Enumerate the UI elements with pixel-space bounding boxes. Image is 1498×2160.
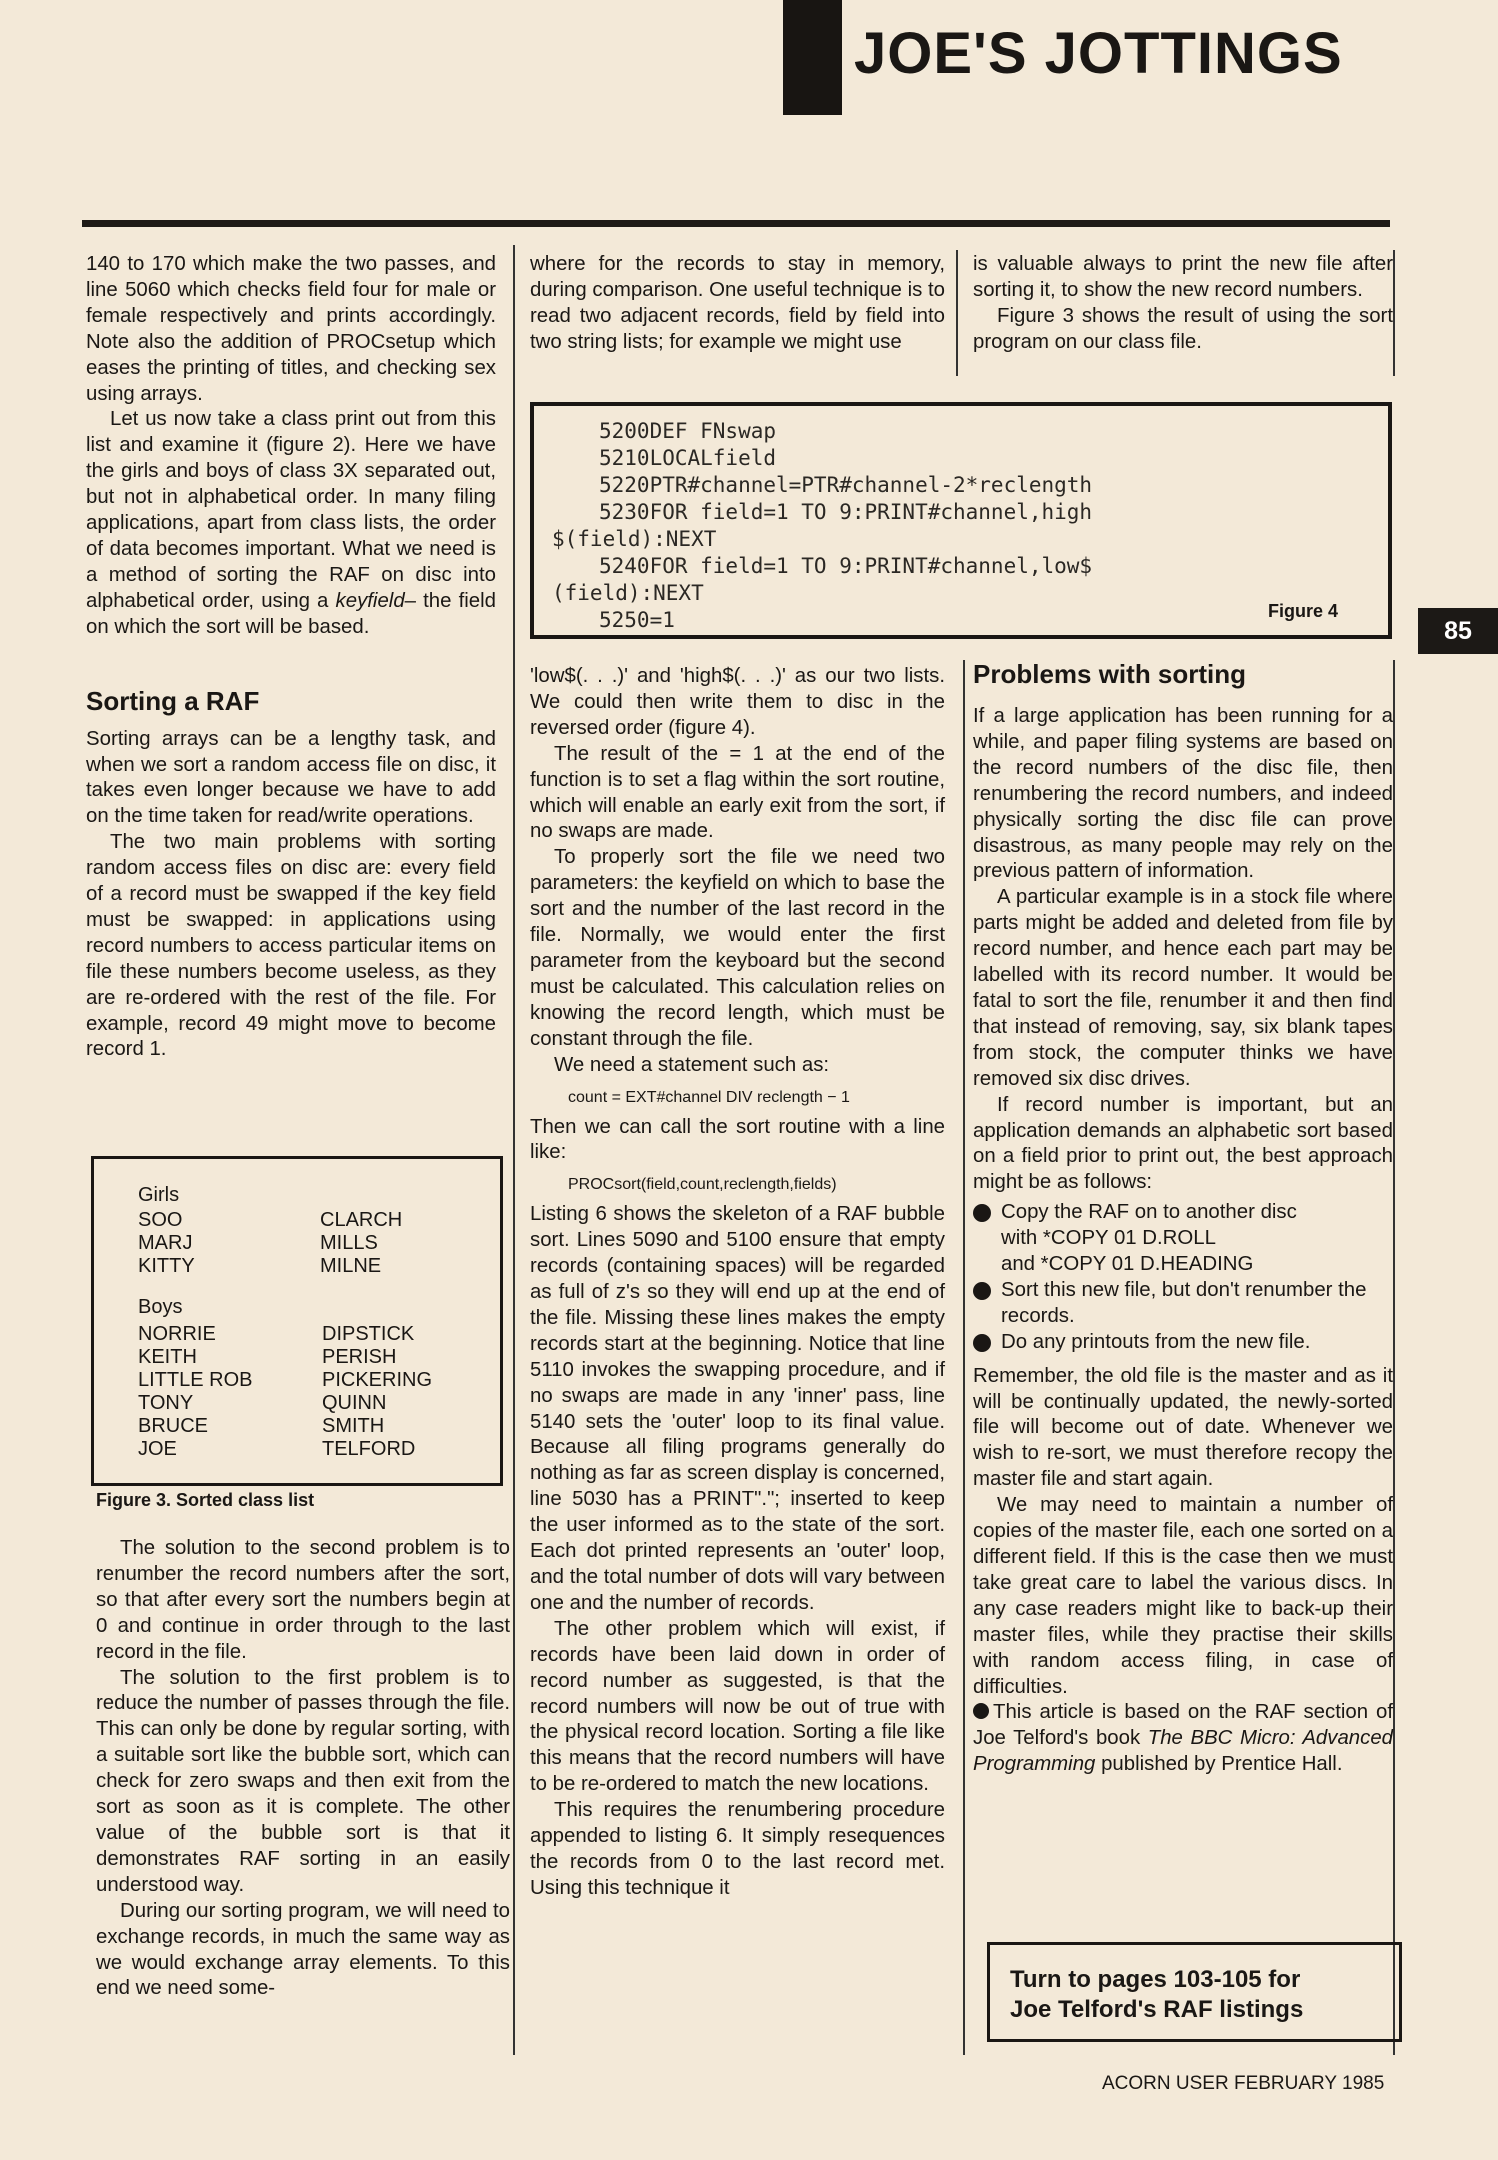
body-paragraph: We need a statement such as: xyxy=(554,1053,830,1076)
figure-4-caption: Figure 4 xyxy=(1268,601,1339,621)
girls-label: Girls xyxy=(138,1184,180,1206)
equation: PROCsort(field,count,reclength,fields) xyxy=(568,1176,837,1194)
body-paragraph: The other problem which will exist, if records have been laid down in order of record number as suggested, is that the record numbers will now be out of true with the physical record location. Sorting a file like this means that the record numbers will have to be re-ordered to match the new locations. xyxy=(530,1617,945,1796)
column-2-lower xyxy=(530,664,945,1902)
body-paragraph: If record number is important, but an application demands an alphabetic sort based on a field prior to print out, the best approach might be as follows: xyxy=(973,1093,1393,1194)
body-paragraph: 140 to 170 which make the two passes, and line 5060 which checks field four for male or female respectively and prints accordingly. Note also the addition of PROCsetup which eases the printing of titles, and checking sex using arrays. xyxy=(86,253,496,405)
bullet-icon xyxy=(973,1282,991,1300)
column-3-top xyxy=(973,252,1393,356)
name-last: CLARCH xyxy=(320,1209,403,1231)
body-paragraph: Figure 3 shows the result of using the sort program on our class file. xyxy=(973,304,1393,353)
bullet-item: Do any printouts from the new file. xyxy=(973,1330,1393,1356)
name-first: MARJ xyxy=(138,1232,193,1254)
body-paragraph: The result of the = 1 at the end of the function is to set a flag within the sort routine, which will enable an early exit from the sort, if no swaps are made. xyxy=(530,742,945,843)
column-rule xyxy=(963,660,965,2055)
bullet-icon xyxy=(973,1204,991,1222)
bullet-icon xyxy=(973,1703,989,1719)
body-paragraph: 'low$(. . .)' and 'high$(. . .)' as our two lists. We could then write them to disc in the reversed order (figure 4). xyxy=(530,665,945,739)
callout-line: Joe Telford's RAF listings xyxy=(1010,1996,1304,2023)
bullet-icon xyxy=(973,1334,991,1352)
name-last: PICKERING xyxy=(322,1369,433,1391)
body-paragraph: This requires the renumbering procedure appended to listing 6. It simply resequences the records from 0 to the last record met. Using this technique it xyxy=(530,1799,945,1899)
header-black-block xyxy=(783,0,842,115)
body-paragraph: Then we can call the sort routine with a line like: xyxy=(530,1115,945,1164)
figure-3-caption: Figure 3. Sorted class list xyxy=(96,1490,315,1510)
code-line: 5230FOR field=1 TO 9:PRINT#channel,high xyxy=(599,500,1093,524)
credit-paragraph: This article is based on the RAF section of Joe Telford's book The BBC Micro: Advanced Programming published by Prentice Hall. xyxy=(973,1701,1394,1776)
body-paragraph: The solution to the second problem is to renumber the record numbers after the sort, so that after every sort the numbers begin at 0 and continue in order through to the last record in the file. xyxy=(96,1537,510,1663)
code-line: 5250=1 xyxy=(599,608,675,632)
page-title: JOE'S JOTTINGS xyxy=(854,21,1343,86)
name-first: KEITH xyxy=(138,1346,197,1368)
name-last: TELFORD xyxy=(322,1438,416,1460)
name-last: PERISH xyxy=(322,1346,397,1368)
page-number-tab: 85 xyxy=(1418,608,1498,654)
code-line: 5200DEF FNswap xyxy=(599,419,777,443)
name-first: KITTY xyxy=(138,1255,195,1277)
column-rule xyxy=(513,245,515,2055)
body-paragraph: Let us now take a class print out from this list and examine it (figure 2). Here we have the girls and boys of class 3X separated out, but not in alphabetical order. In many filing applications, apart from class lists, the order of data becomes important. What we need is a method of sorting the RAF on disc into alphabetical order, using a keyfield– the field on which the sort will be based. xyxy=(86,408,496,638)
body-paragraph: A particular example is in a stock file where parts might be added and deleted from file by record number, and hence each part may be labelled with its record number. It would be fatal to sort the file, renumber it and then find that instead of removing, say, six blank tapes from stock, the computer thinks we have removed six disc drives. xyxy=(973,886,1393,1090)
name-last: DIPSTICK xyxy=(322,1323,415,1345)
listings-callout xyxy=(987,1942,1402,2042)
code-line: (field):NEXT xyxy=(552,581,704,605)
code-line: $(field):NEXT xyxy=(552,527,717,551)
body-paragraph: Listing 6 shows the skeleton of a RAF bubble sort. Lines 5090 and 5100 ensure that empty records (containing spaces) will be regarded as full of z's so they will end up at the end of the file. Missing these lines makes the empty records start at the beginning. Notice that line 5110 invokes the swapping procedure, and if no swaps are made in any 'inner' pass, line 5140 sets the 'outer' loop to its final value. Because all filing programs generally do nothing as far as screen display is concerned, line 5030 has a PRINT"."; inserted to keep the user informed as to the state of the sort. Each dot printed represents an 'outer' loop, and the total number of dots will vary between one and the number of records. xyxy=(530,1203,945,1614)
header-rule xyxy=(82,220,1390,227)
name-first: TONY xyxy=(138,1392,194,1414)
name-first: BRUCE xyxy=(138,1415,209,1437)
column-rule xyxy=(1393,250,1395,376)
body-paragraph: where for the records to stay in memory, during comparison. One useful technique is to read two adjacent records, field by field into two string lists; for example we might use xyxy=(530,253,945,353)
code-line: 5240FOR field=1 TO 9:PRINT#channel,low$ xyxy=(599,554,1093,578)
section-heading: Problems with sorting xyxy=(973,659,1247,689)
section-heading: Sorting a RAF xyxy=(86,685,260,716)
name-last: MILNE xyxy=(320,1255,382,1277)
figure-3-box xyxy=(91,1156,503,1486)
body-paragraph: During our sorting program, we will need to exchange records, in much the same way as we would exchange array elements. To this end we need some- xyxy=(96,1899,510,2000)
name-last: SMITH xyxy=(322,1415,385,1437)
column-rule xyxy=(956,250,958,376)
body-paragraph: To properly sort the file we need two parameters: the keyfield on which to base the sort and the number of the last record in the file. Normally, we would enter the first parameter from the keyboard but the second must be calculated. This calculation relies on knowing the record length, which must be constant through the file. xyxy=(530,846,945,1050)
name-first: SOO xyxy=(138,1209,183,1231)
name-first: JOE xyxy=(138,1438,177,1460)
column-1-lower xyxy=(96,1536,510,2002)
code-line: 5220PTR#channel=PTR#channel-2*reclength xyxy=(599,473,1093,497)
callout-line: Turn to pages 103-105 for xyxy=(1010,1966,1301,1993)
name-last: MILLS xyxy=(320,1232,378,1254)
name-last: QUINN xyxy=(322,1392,387,1414)
column-3-lower xyxy=(973,658,1393,1778)
code-line: 5210LOCALfield xyxy=(599,446,777,470)
name-first: LITTLE ROB xyxy=(138,1369,253,1391)
body-paragraph: Sorting arrays can be a lengthy task, and when we sort a random access file on disc, it takes even longer because we have to add on the time taken for read/write operations. xyxy=(86,727,496,828)
equation: count = EXT#channel DIV reclength − 1 xyxy=(568,1088,850,1106)
bullet-item: Sort this new file, but don't renumber the records. xyxy=(973,1278,1393,1330)
body-paragraph: Remember, the old file is the master and as it will be continually updated, the newly-sorted file will become out of date. Whenever we wish to re-sort, we must therefore recopy the master file and start again. xyxy=(973,1364,1393,1491)
figure-4-code-box xyxy=(530,402,1392,639)
bullet-item: Copy the RAF on to another disc with *COPY 01 D.ROLL and *COPY 01 D.HEADING xyxy=(973,1200,1393,1278)
page-footer: ACORN USER FEBRUARY 1985 xyxy=(1102,2073,1385,2094)
column-rule xyxy=(1393,660,1395,2055)
body-paragraph: We may need to maintain a number of copies of the master file, each one sorted on a different field. If this is the case then we must take great care to label the various discs. In any case readers might like to back-up their master files, while they practise their skills with random access filing, in case of difficulties. xyxy=(973,1494,1393,1698)
body-paragraph: is valuable always to print the new file after sorting it, to show the new record numbers. xyxy=(973,253,1393,301)
name-first: NORRIE xyxy=(138,1323,216,1345)
column-2-top xyxy=(530,252,945,356)
body-paragraph: The solution to the first problem is to reduce the number of passes through the file. This can only be done by regular sorting, with a suitable sort like the bubble sort, which can check for zero swaps and then exit from the sort as soon as it is complete. The other value of the bubble sort is that it demonstrates RAF sorting in an easily understood way. xyxy=(96,1666,510,1896)
boys-label: Boys xyxy=(138,1296,183,1318)
body-paragraph: If a large application has been running for a while, and paper filing systems are based on the record numbers of the disc file, then renumbering the record numbers, and indeed physically sorting the disc file can prove disastrous, as many people may rely on the previous pattern of information. xyxy=(973,705,1393,883)
body-paragraph: The two main problems with sorting random access files on disc are: every field of a record must be swapped if the key field must be swapped: in applications using record numbers to access particular items on file these numbers become useless, as they are re-ordered with the rest of the file. For example, record 49 might move to become record 1. xyxy=(86,831,496,1061)
column-1 xyxy=(86,252,496,1063)
